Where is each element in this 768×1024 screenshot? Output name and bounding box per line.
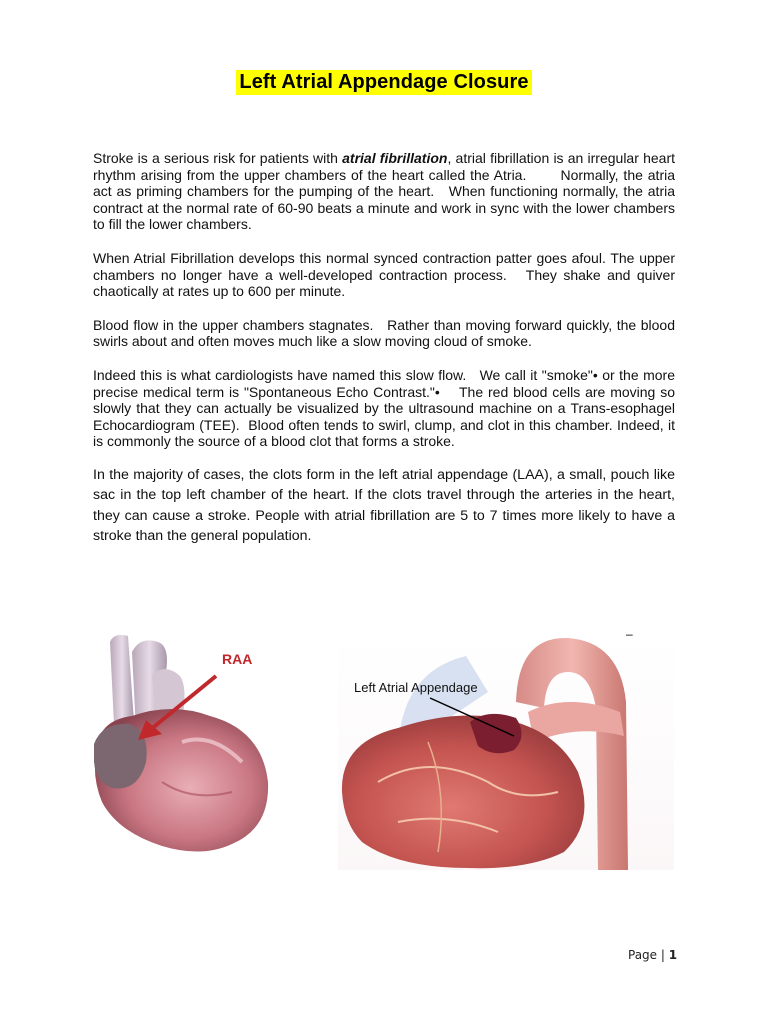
- paragraph-1-end: , atrial fibrillation is an irregular heart rhythm arising from the upper chambers of the heart called the Atria. Normally, the atria act as priming chambers for the pumping of the heart. When functioning normally, the atria contract at the normal rate of 60-90 beats a minute and work in sync with the lower chambers to fill the lower chambers.: [93, 150, 675, 233]
- heart-raa-illustration: [92, 632, 292, 858]
- paragraph-2: When Atrial Fibrillation develops this normal synced contraction patter goes afoul. The upper chambers no longer have a well-developed contraction process. They shake and quiver chaotically at rates up to 600 per minute.: [93, 249, 675, 300]
- corner-mark: –: [626, 632, 633, 641]
- heart-raa-figure: [92, 632, 292, 858]
- paragraph-1-emphasis: atrial fibrillation: [342, 150, 448, 166]
- page-footer: [628, 948, 677, 962]
- body-text: [93, 150, 675, 564]
- paragraph-4: Indeed this is what cardiologists have named this slow flow. We call it "smoke"• or the more precise medical term is "Spontaneous Echo Contrast."• The red blood cells are moving so slowly that they can actually be visualized by the ultrasound machine on a Trans-esophagel Echocardiogram (TEE). Blood often tends to swirl, clump, and clot in this chamber. Indeed, it is commonly the source of a blood clot that forms a stroke.: [93, 366, 675, 450]
- page-separator: |: [657, 948, 669, 962]
- page-word: Page: [628, 948, 658, 962]
- paragraph-3: Blood flow in the upper chambers stagnates. Rather than moving forward quickly, the blood swirls about and often moves much like a slow moving cloud of smoke.: [93, 316, 675, 350]
- page-number: 1: [668, 948, 678, 962]
- raa-label: RAA: [222, 651, 253, 667]
- title-container: [0, 70, 768, 95]
- paragraph-1: [93, 150, 675, 233]
- paragraph-5: In the majority of cases, the clots form in the left atrial appendage (LAA), a small, pouch like sac in the top left chamber of the heart. If the clots travel through the arteries in the heart, they can cause a stroke. People with atrial fibrillation are 5 to 7 times more likely to have a stroke than the general population.: [93, 466, 675, 545]
- paragraph-1-start: Stroke is a serious risk for patients with: [93, 150, 343, 166]
- heart-laa-illustration: [338, 632, 674, 870]
- page-title: Left Atrial Appendage Closure: [236, 70, 531, 95]
- laa-label: Left Atrial Appendage: [354, 680, 478, 695]
- heart-laa-figure: [338, 632, 674, 870]
